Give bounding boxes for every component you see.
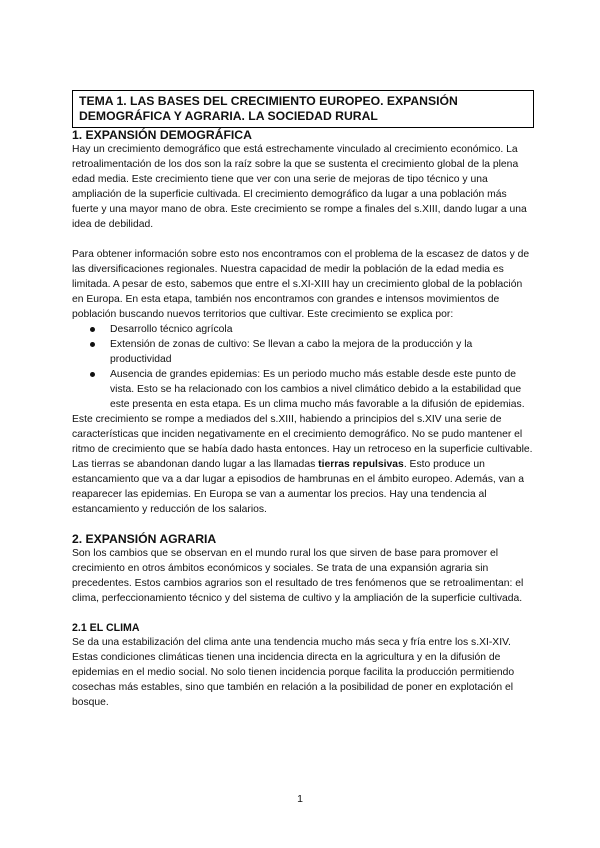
paragraph: Hay un crecimiento demográfico que está estrechamente vinculado al crecimiento económico. La retroalimentación de los dos son la raíz sobre la que se sustenta el crecimiento global de la plena edad media. Este crecimiento tiene que ver con una serie de mejoras de tipo técnico y una ampliación de la superficie cultivada. El crecimiento demográfico da lugar a una población más fuerte y una mayor mano de obra. Este crecimiento se rompe a finales del s.XIII, dando lugar a una idea de debilidad. xyxy=(72,144,527,230)
bullet-icon xyxy=(90,327,95,332)
paragraph: Para obtener información sobre esto nos encontramos con el problema de la escasez de datos y de las diversificaciones regionales. Nuestra capacidad de medir la población de la edad media es limitada. A pesar de esto, sabemos que entre el s.XI-XIII hay un crecimiento global de la población en Europa. En esta etapa, también nos encontramos con grandes e intensos movimientos de población buscando nuevos territorios que cultivar. Este crecimiento se explica por: xyxy=(72,249,530,320)
bullet-icon xyxy=(90,372,95,377)
section-heading-expansion-agraria: 2. EXPANSIÓN AGRARIA xyxy=(72,532,217,546)
section-heading-expansion-demografica: 1. EXPANSIÓN DEMOGRÁFICA xyxy=(72,128,252,142)
bullet-icon xyxy=(90,342,95,347)
paragraph: Son los cambios que se observan en el mundo rural los que sirven de base para promover el crecimiento en otros ámbitos económicos y sociales. Se trata de una expansión agraria sin precedentes. Estos cambios agrarios son el resultado de tres fenómenos que se retroalimentan: el clima, perfeccionamiento técnico y del sistema de cultivo y la ampliación de la superficie cultivada. xyxy=(72,548,524,604)
paragraph: Este crecimiento se rompe a mediados del s.XIII, habiendo a principios del s.XIV una serie de características que inciden negativamente en el crecimiento demográfico. No se pudo mantener el ritmo de crecimiento que se había dado hasta entonces. Hay un retroceso en la superficie cultivable. Las tierras se abandonan dando lugar a las llamadas tierras repulsivas. Esto produce un estancamiento que va a dar lugar a episodios de hambrunas en el ámbito europeo. Además, van a reaparecer las epidemias. En Europa se van a aumentar los precios. Hay una tendencia al estancamiento y reducción de los salarios. xyxy=(72,414,533,515)
list-item: Desarrollo técnico agrícola xyxy=(88,322,534,337)
document-page xyxy=(72,90,534,710)
page-number: 1 xyxy=(297,793,303,805)
subsection-heading-clima: 2.1 EL CLIMA xyxy=(72,622,140,634)
bold-term: tierras repulsivas xyxy=(318,459,404,470)
paragraph: Se da una estabilización del clima ante una tendencia mucho más seca y fría entre los s.XI-XIV. Estas condiciones climáticas tienen una incidencia directa en la agricultura y en la difusión de epidemias en el medio social. No solo tienen incidencia porque facilita la producción permitiendo cosechas más estables, sino que también en relación a la posibilidad de poner en explotación el bosque. xyxy=(72,637,515,708)
list-item: Extensión de zonas de cultivo: Se llevan a cabo la mejora de la producción y la productividad xyxy=(88,337,534,367)
document-title: TEMA 1. LAS BASES DEL CRECIMIENTO EUROPEO. EXPANSIÓN DEMOGRÁFICA Y AGRARIA. LA SOCIEDAD RURAL xyxy=(72,90,534,128)
list-item: Ausencia de grandes epidemias: Es un periodo mucho más estable desde este punto de vista. Esto se ha relacionado con los cambios a nivel climático debido a la estabilidad que este presenta en esta etapa. Es un clima mucho más favorable a la difusión de epidemias. xyxy=(88,367,534,412)
bullet-list xyxy=(72,322,534,412)
